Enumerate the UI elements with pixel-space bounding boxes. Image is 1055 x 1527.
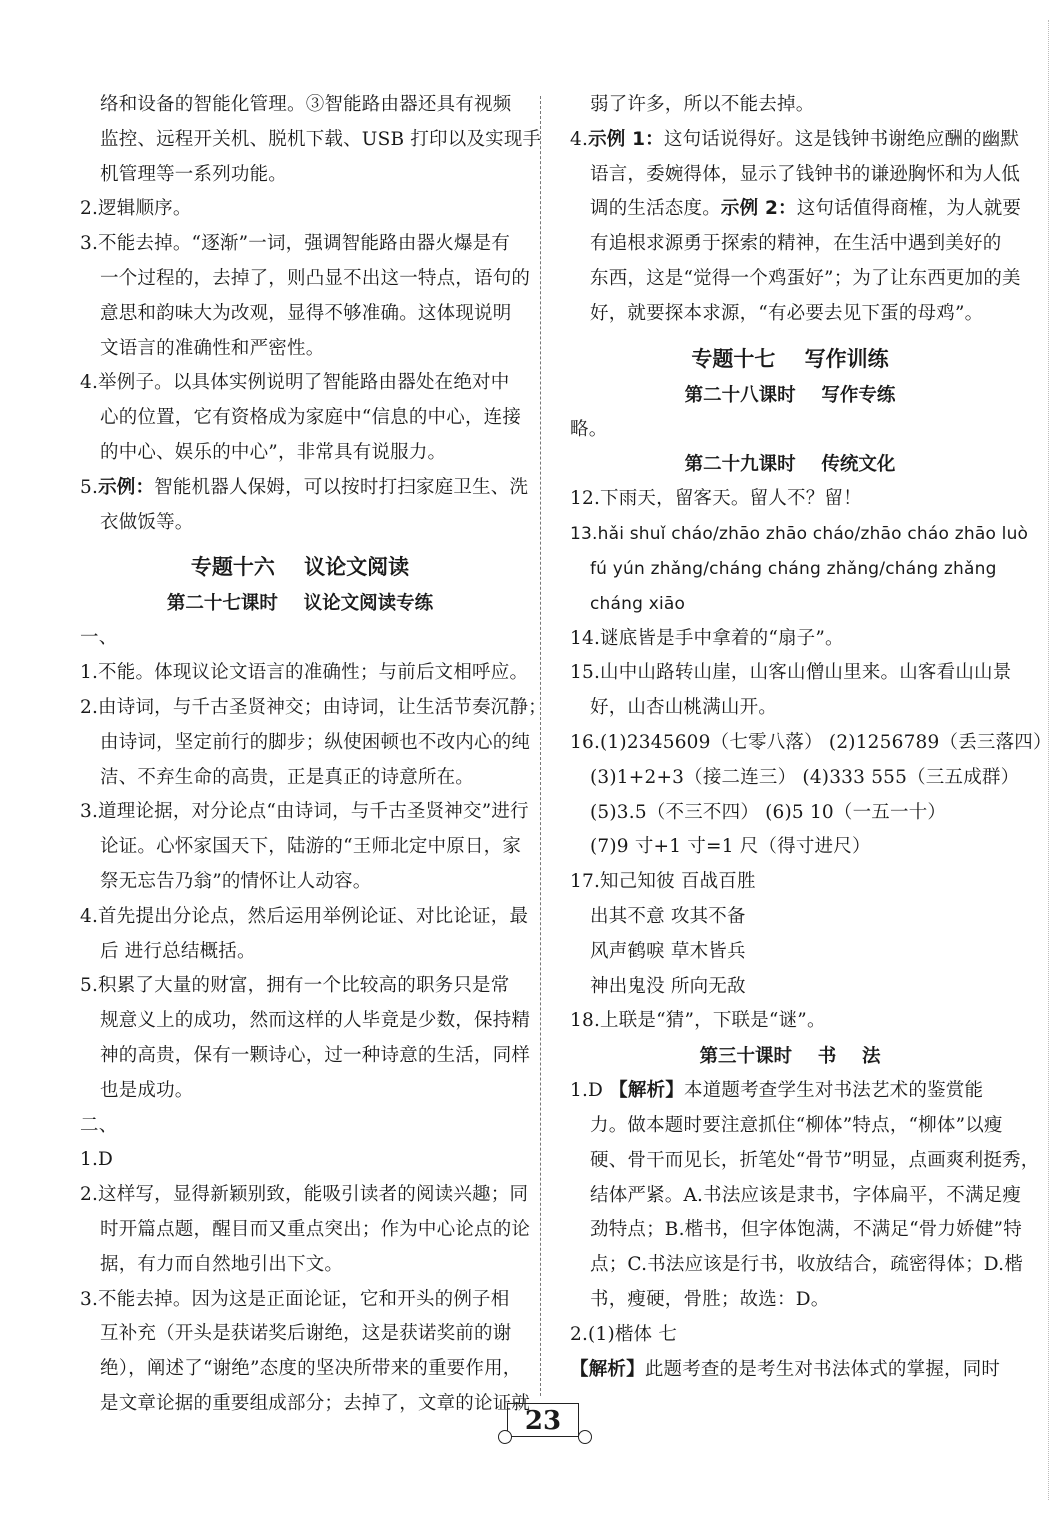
text-run: 书，瘦硬，骨胜；故选：D。 <box>590 1288 830 1310</box>
text-run: 神的高贵，保有一颗诗心，过一种诗意的生活，同样 <box>100 1044 531 1066</box>
text-run: 衣做饭等。 <box>100 511 194 533</box>
text-run: 3.不能去掉。“逐渐”一词，强调智能路由器火爆是有 <box>80 233 511 255</box>
text-run: 规意义上的成功，然而这样的人毕竟是少数，保持精 <box>100 1010 531 1032</box>
text-run: 2.这样写，显得新颖别致，能吸引读者的阅读兴趣；同 <box>80 1184 529 1206</box>
text-run: 智能机器人保姆，可以按时打扫家庭卫生、洗 <box>154 476 529 498</box>
text-line <box>570 1004 1010 1039</box>
text-run: 心的位置，它有资格成为家庭中“信息的中心，连接 <box>100 407 522 429</box>
text-run: 这句话值得商榷，为人就要 <box>796 198 1022 220</box>
column-divider <box>540 96 541 1396</box>
text-line <box>570 192 1022 227</box>
text-run: 弱了许多，所以不能去掉。 <box>590 94 815 115</box>
text-run: 机管理等一系列功能。 <box>100 163 288 185</box>
text-line <box>80 726 531 761</box>
text-run: cháng xiāo <box>590 593 686 614</box>
topic-heading: 专题十七 写作训练 <box>691 346 889 371</box>
text-run: 本道题考查学生对书法艺术的鉴赏能 <box>683 1080 984 1102</box>
text-run: 络和设备的智能化管理。③智能路由器还具有视频 <box>100 94 512 115</box>
text-run: 2.逻辑顺序。 <box>80 198 192 220</box>
text-run: 硬、骨干而见长，折笔处“骨节”明显，点画爽利挺秀， <box>590 1149 1040 1171</box>
text-line <box>570 1353 1010 1388</box>
text-line <box>80 1248 520 1283</box>
text-line <box>570 622 1010 657</box>
text-line <box>80 935 520 970</box>
text-line <box>570 552 1010 587</box>
text-run: 后 进行总结概括。 <box>100 940 256 962</box>
text-run: 16.(1)2345609（七零八落） (2)1256789（丢三落四） <box>570 731 1052 753</box>
text-line <box>80 436 520 471</box>
text-line <box>570 88 1010 123</box>
text-line <box>570 482 1010 517</box>
text-run: 2.(1)楷体 七 <box>570 1323 678 1345</box>
text-line <box>80 1004 531 1039</box>
text-line <box>570 1144 1040 1179</box>
text-line <box>570 1179 1022 1214</box>
section-spacer <box>570 332 1010 340</box>
page-number-ornament-left <box>498 1430 512 1444</box>
text-run: 15.山中山路转山崖，山客山僧山里来。山客看山山景 <box>570 662 1012 684</box>
text-run: 据，有力而自然地引出下文。 <box>100 1253 344 1275</box>
text-run: 12.下雨天，留客天。留人不？留！ <box>570 488 862 510</box>
page-number: 23 <box>507 1403 579 1436</box>
text-run: 时开篇点题，醒目而又重点突出；作为中心论点的论 <box>100 1218 531 1240</box>
text-run: 绝），阐述了“谢绝”态度的坚决所带来的重要作用， <box>100 1358 522 1380</box>
text-line <box>570 970 1010 1005</box>
text-run: (7)9 寸+1 寸=1 尺（得寸进尺） <box>590 836 871 858</box>
text-line <box>570 1213 1022 1248</box>
text-line <box>570 726 1052 761</box>
text-run: 祭无忘告乃翁”的情怀让人动容。 <box>100 870 372 892</box>
text-line <box>570 865 1010 900</box>
section-spacer <box>80 540 520 548</box>
text-run: 3.道理论据，对分论点“由诗词，与千古圣贤神交”进行 <box>80 801 529 823</box>
text-line <box>570 227 1010 262</box>
text-run: 出其不意 攻其不备 <box>590 905 746 927</box>
text-line <box>80 656 529 691</box>
text-run: 好，就要探本求源，“有必要去见下蛋的母鸡”。 <box>590 302 984 324</box>
text-run: 东西，这是“觉得一个鸡蛋好”；为了让东西更加的美 <box>590 267 1021 289</box>
text-line <box>570 1074 1010 1109</box>
text-line <box>80 1317 520 1352</box>
text-line <box>570 1109 1010 1144</box>
text-line <box>570 796 1010 831</box>
text-line <box>80 1143 520 1178</box>
text-line <box>570 297 1010 332</box>
text-line <box>80 1387 531 1422</box>
text-line <box>80 366 520 401</box>
bold-label: 示例 1： <box>588 128 664 150</box>
text-line <box>80 900 529 935</box>
text-run: 有追根求源勇于探索的精神，在生活中遇到美好的 <box>590 233 1002 255</box>
text-line <box>80 1039 531 1074</box>
lesson-heading: 第三十课时 书 法 <box>699 1046 881 1068</box>
text-line <box>570 1318 1010 1353</box>
page-edge-dots <box>1048 20 1049 1500</box>
text-line <box>80 332 520 367</box>
text-run: 监控、远程开关机、脱机下载、USB 打印以及实现手 <box>100 128 542 150</box>
text-run: 4.举例子。以具体实例说明了智能路由器处在绝对中 <box>80 372 510 394</box>
text-line <box>570 830 1010 865</box>
text-line <box>80 1213 531 1248</box>
text-run: 14.谜底皆是手中拿着的“扇子”。 <box>570 627 844 649</box>
text-line <box>80 691 547 726</box>
text-run: 18.上联是“猜”，下联是“谜”。 <box>570 1010 826 1032</box>
text-line <box>80 297 520 332</box>
text-run: 5.积累了大量的财富，拥有一个比较高的职务只是常 <box>80 975 510 997</box>
text-line <box>80 506 520 541</box>
page-number-ornament-right <box>578 1430 592 1444</box>
text-line <box>80 1283 520 1318</box>
text-line <box>80 1178 529 1213</box>
text-run: 由诗词，坚定前行的脚步；纵使困顿也不改内心的纯 <box>100 731 531 753</box>
text-run: 17.知己知彼 百战百胜 <box>570 871 756 893</box>
text-run: 意思和韵味大为改观，显得不够准确。这体现说明 <box>100 302 512 324</box>
text-run: 这句话说得好。这是钱钟书谢绝应酬的幽默 <box>663 128 1020 150</box>
text-run: 二、 <box>80 1114 118 1136</box>
text-line <box>570 691 1010 726</box>
bold-label: 【解析】 <box>570 1358 645 1380</box>
text-run: 风声鹤唳 草木皆兵 <box>590 940 746 962</box>
lesson-heading: 第二十八课时 写作专练 <box>684 384 896 406</box>
text-line <box>570 761 1020 796</box>
text-run: 一个过程的，去掉了，则凸显不出这一特点，语句的 <box>100 267 531 289</box>
text-run: 文语言的准确性和严密性。 <box>100 337 325 359</box>
text-line <box>570 517 1029 552</box>
text-run: 点；C.书法应该是行书，收放结合，疏密得体；D.楷 <box>590 1254 1023 1276</box>
text-run: fú yún zhǎng/cháng cháng zhǎng/cháng zhǎng <box>590 558 997 579</box>
text-line <box>570 123 1020 158</box>
text-run: 神出鬼没 所向无敌 <box>590 975 746 997</box>
text-line <box>80 865 520 900</box>
text-line <box>80 401 520 436</box>
lesson-heading: 第二十七课时 议论文阅读专练 <box>166 593 434 615</box>
text-run: 4. <box>570 128 589 150</box>
text-run: 劲特点；B.楷书，但字体饱满，不满足“骨力娇健”特 <box>590 1219 1022 1241</box>
text-line <box>80 621 520 656</box>
text-line <box>570 935 1010 970</box>
text-line <box>80 1074 520 1109</box>
text-line <box>80 123 542 158</box>
text-run: 1.不能。体现议论文语言的准确性；与前后文相呼应。 <box>80 662 529 684</box>
text-line <box>570 1248 1023 1283</box>
text-line <box>80 158 520 193</box>
text-run: 语言，委婉得体，显示了钱钟书的谦逊胸怀和为人低 <box>590 163 1021 185</box>
bold-label: 示例： <box>98 476 155 498</box>
text-run: 调的生活态度。 <box>590 198 721 220</box>
text-line <box>80 795 529 830</box>
text-run: 一、 <box>80 627 118 649</box>
text-run: 结体严紧。A.书法应该是隶书，字体扁平，不满足瘦 <box>590 1184 1022 1206</box>
text-line <box>80 192 520 227</box>
bold-label: 示例 2： <box>720 198 797 220</box>
text-line <box>570 413 1010 448</box>
text-run: 13.hǎi shuǐ cháo/zhāo zhāo cháo/zhāo cháo zhāo luò <box>570 524 1029 545</box>
text-line <box>570 158 1021 193</box>
text-run: (5)3.5（不三不四） (6)5 10（一五一十） <box>590 801 947 823</box>
bold-label: 【解析】 <box>609 1080 684 1102</box>
text-run: 4.首先提出分论点，然后运用举例论证、对比论证，最 <box>80 905 529 927</box>
text-run: 论证。心怀家国天下，陆游的“王师北定中原日，家 <box>100 836 522 858</box>
text-run: 3.不能去掉。因为这是正面论证，它和开头的例子相 <box>80 1288 510 1310</box>
text-line <box>80 88 520 123</box>
text-line <box>570 262 1021 297</box>
text-run: 2.由诗词，与千古圣贤神交；由诗词，让生活节奏沉静； <box>80 696 547 718</box>
topic-heading: 专题十六 议论文阅读 <box>190 555 410 580</box>
right-column <box>570 88 1052 1387</box>
text-line <box>570 656 1010 691</box>
text-line <box>570 587 1010 622</box>
text-run: (3)1+2+3（接二连三） (4)333 555（三五成群） <box>590 766 1020 788</box>
text-line <box>80 1109 520 1144</box>
text-run: 互补充（开头是获诺奖后谢绝，这是获诺奖前的谢 <box>100 1323 512 1345</box>
left-column <box>80 88 547 1422</box>
text-line <box>80 1352 520 1387</box>
text-run: 1.D <box>80 1149 114 1171</box>
text-run: 1.D <box>570 1080 610 1102</box>
text-run: 也是成功。 <box>100 1079 194 1101</box>
text-line <box>80 471 529 506</box>
text-run: 此题考查的是考生对书法体式的掌握，同时 <box>644 1358 1001 1380</box>
text-run: 力。做本题时要注意抓住“柳体”特点，“柳体”以瘦 <box>590 1114 1003 1136</box>
text-line <box>570 900 1010 935</box>
text-line <box>80 262 531 297</box>
lesson-heading: 第二十九课时 传统文化 <box>684 454 896 476</box>
text-line <box>80 969 520 1004</box>
text-line <box>80 761 520 796</box>
text-run: 略。 <box>570 418 608 440</box>
text-run: 是文章论据的重要组成部分；去掉了，文章的论证就 <box>100 1392 531 1414</box>
text-line <box>80 227 520 262</box>
text-run: 洁、不弃生命的高贵，正是真正的诗意所在。 <box>100 766 475 788</box>
text-line <box>570 1283 1010 1318</box>
page-number-base <box>505 1436 583 1437</box>
text-run: 的中心、娱乐的中心”，非常具有说服力。 <box>100 441 447 463</box>
text-line <box>80 830 520 865</box>
text-run: 5. <box>80 476 99 498</box>
text-run: 好，山杏山桃满山开。 <box>590 697 778 719</box>
